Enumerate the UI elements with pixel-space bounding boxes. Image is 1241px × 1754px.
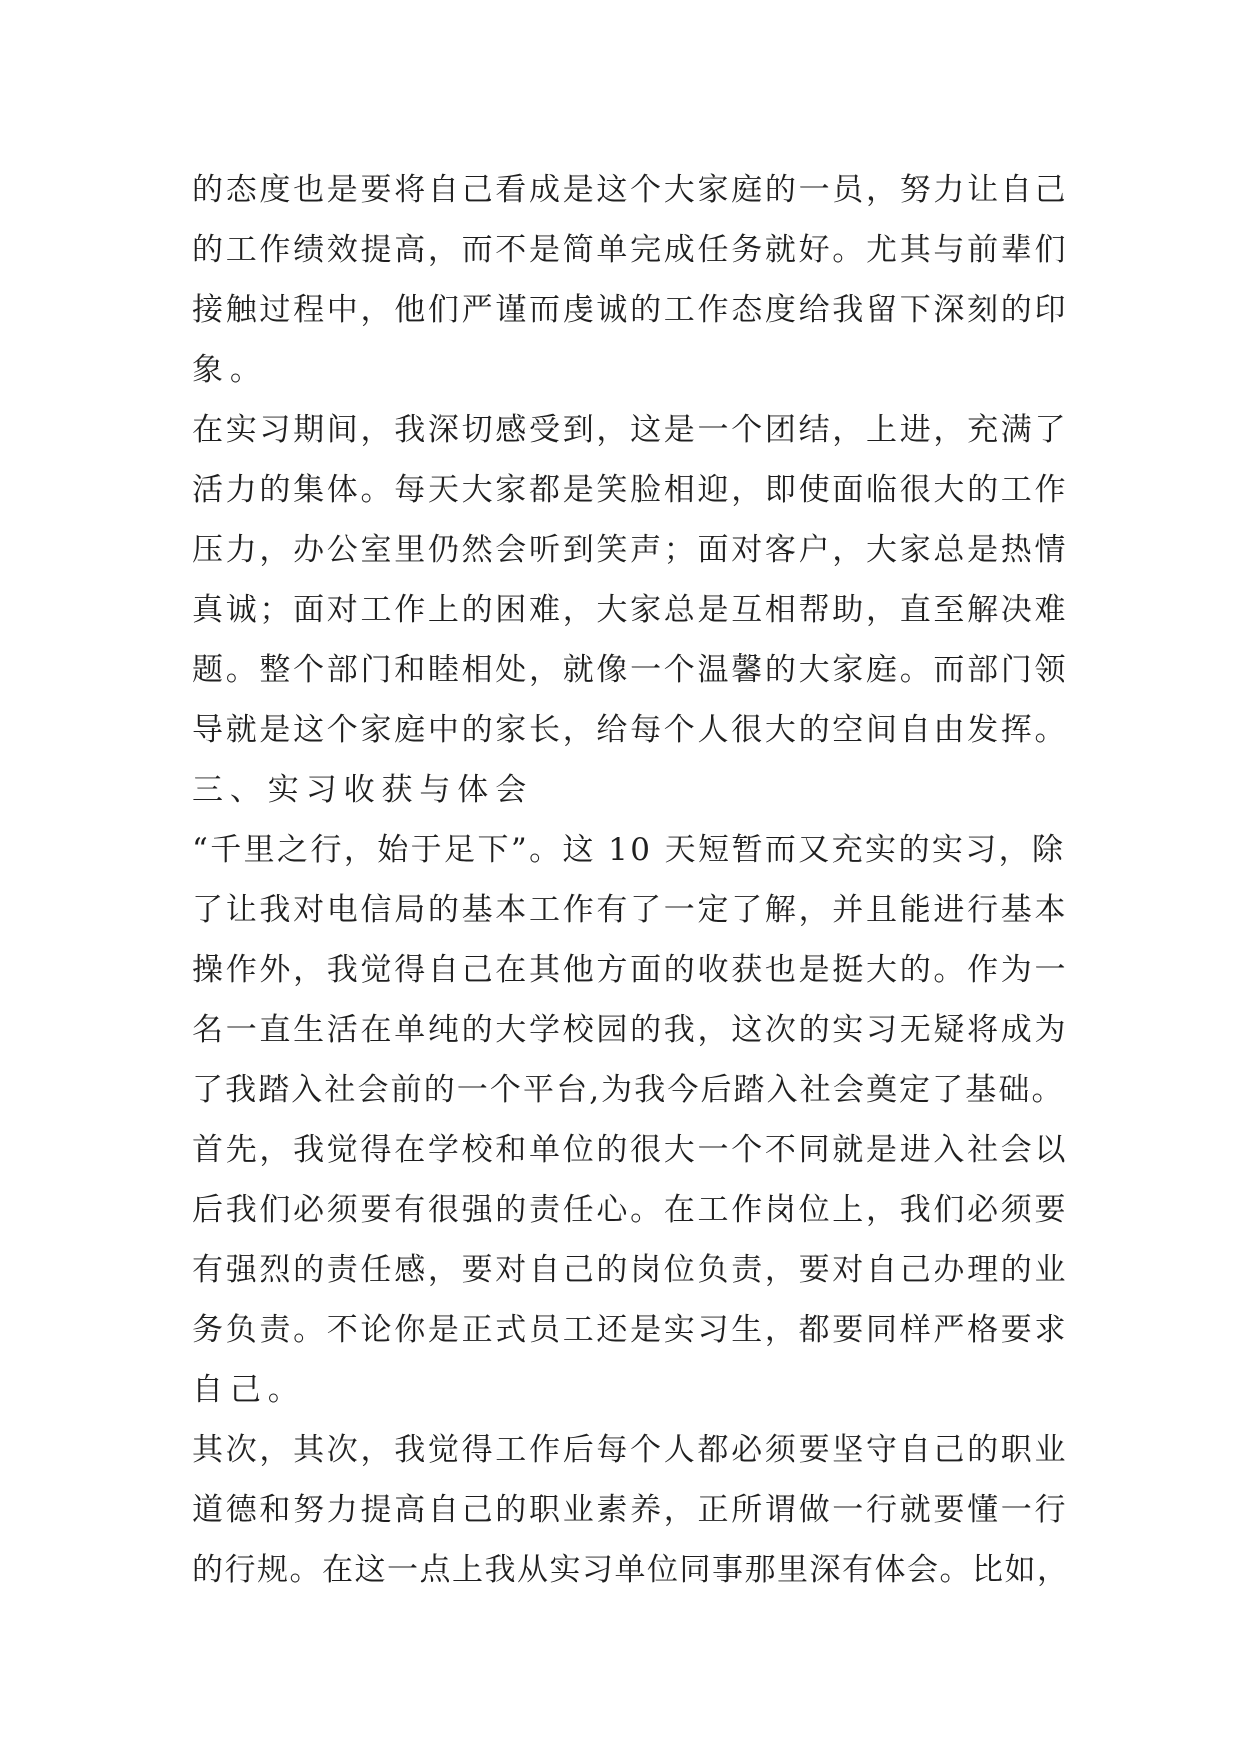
text-line: 务负责。不论你是正式员工还是实习生，都要同样严格要求: [192, 1312, 1069, 1348]
text-line: 的行规。在这一点上我从实习单位同事那里深有体会。比如，: [192, 1552, 1070, 1588]
text-line: 的态度也是要将自己看成是这个大家庭的一员，努力让自己: [192, 172, 1069, 208]
text-line: 题。整个部门和睦相处，就像一个温馨的大家庭。而部门领: [192, 652, 1069, 688]
text-line: 自己。: [192, 1372, 306, 1408]
text-line: 活力的集体。每天大家都是笑脸相迎，即使面临很大的工作: [192, 472, 1069, 508]
text-line: 在实习期间，我深切感受到，这是一个团结，上进，充满了: [192, 412, 1069, 448]
section-heading: 三、实习收获与体会: [192, 772, 534, 808]
text-line: 象。: [192, 352, 268, 388]
text-line: “千里之行，始于足下”。这 10 天短暂而又充实的实习，除: [192, 832, 1066, 868]
text-line: 操作外，我觉得自己在其他方面的收获也是挺大的。作为一: [192, 952, 1069, 988]
text-line: 接触过程中，他们严谨而虔诚的工作态度给我留下深刻的印: [192, 292, 1069, 328]
text-line: 有强烈的责任感，要对自己的岗位负责，要对自己办理的业: [192, 1252, 1069, 1288]
text-line: 真诚；面对工作上的困难，大家总是互相帮助，直至解决难: [192, 592, 1069, 628]
text-line: 名一直生活在单纯的大学校园的我，这次的实习无疑将成为: [192, 1012, 1069, 1048]
text-line: 压力，办公室里仍然会听到笑声；面对客户，大家总是热情: [192, 532, 1069, 568]
text-line: 后我们必须要有很强的责任心。在工作岗位上，我们必须要: [192, 1192, 1069, 1228]
text-line: 首先，我觉得在学校和单位的很大一个不同就是进入社会以: [192, 1132, 1069, 1168]
text-line: 了让我对电信局的基本工作有了一定了解，并且能进行基本: [192, 892, 1069, 928]
text-line: 导就是这个家庭中的家长，给每个人很大的空间自由发挥。: [192, 712, 1069, 748]
body-text: [192, 160, 1072, 1600]
text-line: 的工作绩效提高，而不是简单完成任务就好。尤其与前辈们: [192, 232, 1069, 268]
text-line: 其次，其次，我觉得工作后每个人都必须要坚守自己的职业: [192, 1432, 1069, 1468]
text-line: 了我踏入社会前的一个平台,为我今后踏入社会奠定了基础。: [192, 1072, 1065, 1108]
text-line: 道德和努力提高自己的职业素养，正所谓做一行就要懂一行: [192, 1492, 1069, 1528]
